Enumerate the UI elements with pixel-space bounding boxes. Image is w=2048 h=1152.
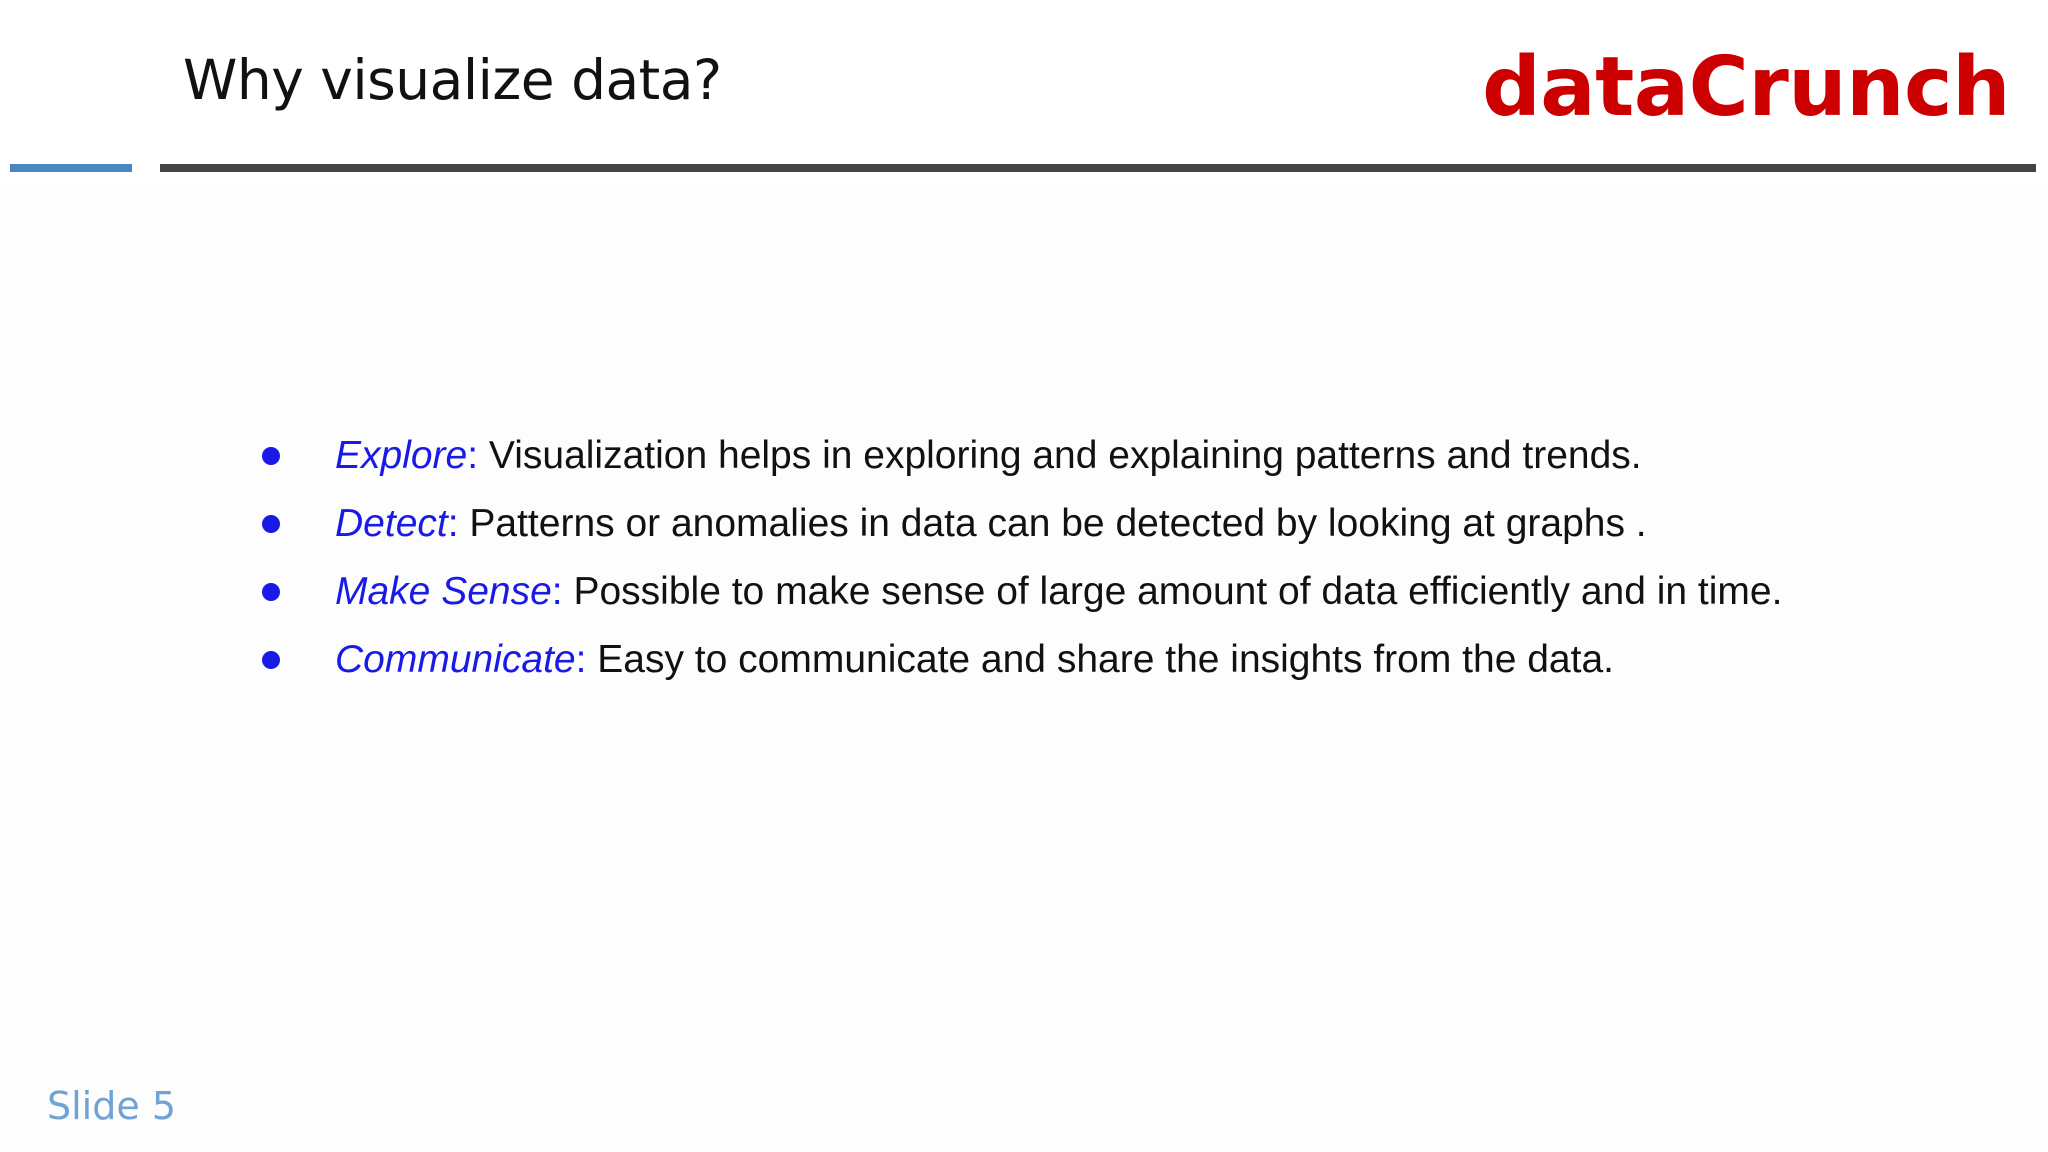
- bullet-item-detect: [262, 490, 1782, 558]
- bullet-item-make-sense: [262, 558, 1782, 626]
- header-rule: [160, 164, 2036, 172]
- bullet-colon: :: [575, 638, 587, 681]
- bullet-text: Easy to communicate and share the insights from the data.: [586, 638, 1614, 681]
- datacrunch-logo: dataCrunch: [1482, 40, 2010, 135]
- accent-rule: [10, 164, 132, 172]
- bullet-list: [262, 422, 1782, 694]
- bullet-term: Detect: [335, 502, 448, 545]
- slide-number: Slide 5: [47, 1084, 176, 1128]
- bullet-item-explore: [262, 422, 1782, 490]
- bullet-text: Patterns or anomalies in data can be detected by looking at graphs .: [458, 502, 1647, 545]
- bullet-colon: :: [551, 570, 563, 613]
- slide-title: Why visualize data?: [183, 48, 722, 112]
- bullet-term: Explore: [335, 434, 468, 477]
- bullet-text: Possible to make sense of large amount of data efficiently and in time.: [562, 570, 1783, 613]
- bullet-dot-icon: [262, 651, 280, 669]
- bullet-term: Communicate: [335, 638, 576, 681]
- bullet-dot-icon: [262, 447, 280, 465]
- bullet-term: Make Sense: [335, 570, 552, 613]
- bullet-text: Visualization helps in exploring and explaining patterns and trends.: [478, 434, 1642, 477]
- bullet-dot-icon: [262, 515, 280, 533]
- bullet-item-communicate: [262, 626, 1782, 694]
- bullet-dot-icon: [262, 583, 280, 601]
- bullet-colon: :: [467, 434, 479, 477]
- bullet-colon: :: [447, 502, 459, 545]
